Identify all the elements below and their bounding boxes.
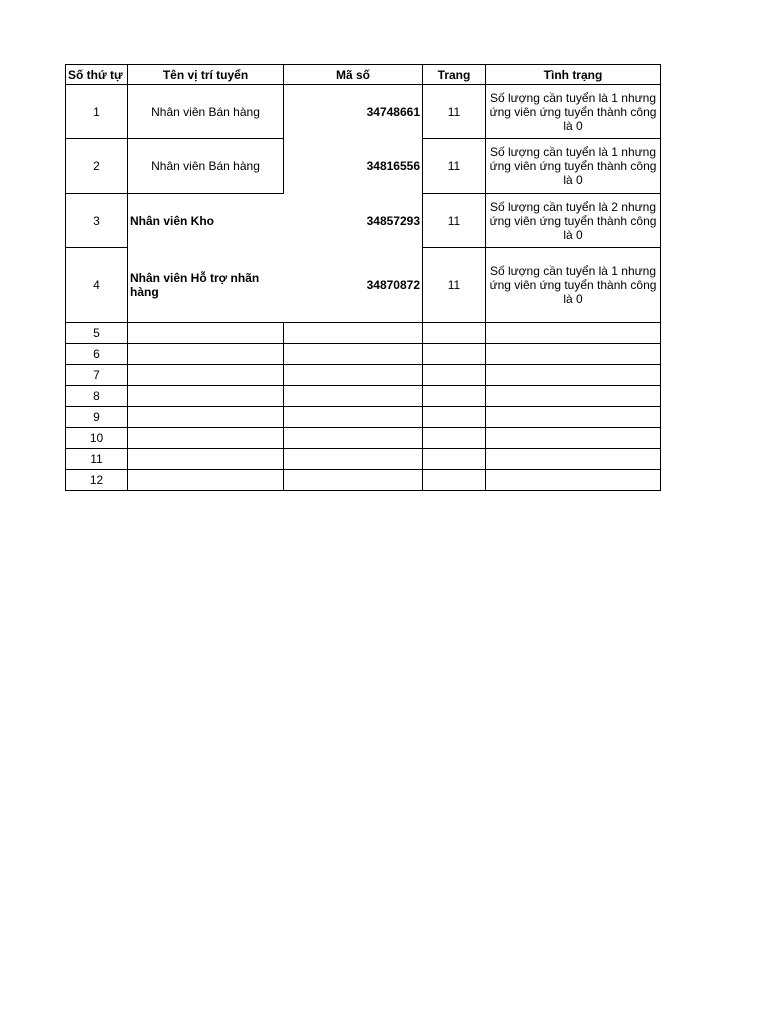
cell-page: 11 (423, 85, 486, 139)
cell-code: 34748661 (284, 85, 423, 139)
cell-code (284, 449, 423, 470)
cell-page (423, 470, 486, 491)
cell-code (284, 323, 423, 344)
cell-stt: 5 (66, 323, 128, 344)
cell-code: 34857293 (284, 194, 423, 248)
cell-position (128, 449, 284, 470)
cell-stt: 1 (66, 85, 128, 139)
cell-code (284, 470, 423, 491)
header-position: Tên vị trí tuyển (128, 65, 284, 85)
cell-status (486, 344, 661, 365)
table-row (66, 365, 661, 386)
cell-page (423, 386, 486, 407)
cell-stt: 3 (66, 194, 128, 248)
cell-page: 11 (423, 139, 486, 194)
header-row (66, 65, 661, 85)
cell-status (486, 449, 661, 470)
cell-code (284, 386, 423, 407)
cell-page (423, 344, 486, 365)
cell-position (128, 428, 284, 449)
cell-position (128, 365, 284, 386)
header-code: Mã số (284, 65, 423, 85)
table-row (66, 428, 661, 449)
table-row (66, 407, 661, 428)
cell-position: Nhân viên Hỗ trợ nhãn hàng (128, 248, 284, 323)
cell-status (486, 470, 661, 491)
header-status: Tình trạng (486, 65, 661, 85)
cell-position (128, 407, 284, 428)
header-page: Trang (423, 65, 486, 85)
table-row (66, 449, 661, 470)
table-row (66, 344, 661, 365)
cell-status (486, 365, 661, 386)
table-row (66, 323, 661, 344)
cell-code (284, 344, 423, 365)
cell-status: Số lượng cần tuyển là 2 nhưng ứng viên ứng tuyển thành công là 0 (486, 194, 661, 248)
cell-status (486, 407, 661, 428)
cell-status: Số lượng cần tuyển là 1 nhưng ứng viên ứng tuyển thành công là 0 (486, 139, 661, 194)
cell-stt: 7 (66, 365, 128, 386)
header-stt: Số thứ tự (66, 65, 128, 85)
cell-status (486, 428, 661, 449)
cell-position: Nhân viên Bán hàng (128, 85, 284, 139)
cell-status: Số lượng cần tuyển là 1 nhưng ứng viên ứng tuyển thành công là 0 (486, 85, 661, 139)
cell-position (128, 470, 284, 491)
table-row (66, 386, 661, 407)
cell-stt: 2 (66, 139, 128, 194)
cell-status (486, 323, 661, 344)
cell-stt: 12 (66, 470, 128, 491)
cell-page: 11 (423, 248, 486, 323)
cell-page (423, 449, 486, 470)
cell-page (423, 323, 486, 344)
table-row (66, 85, 661, 139)
cell-status: Số lượng cần tuyển là 1 nhưng ứng viên ứng tuyển thành công là 0 (486, 248, 661, 323)
cell-page (423, 407, 486, 428)
cell-status (486, 386, 661, 407)
cell-position: Nhân viên Bán hàng (128, 139, 284, 194)
table-row (66, 139, 661, 194)
cell-position: Nhân viên Kho (128, 194, 284, 248)
cell-stt: 6 (66, 344, 128, 365)
table-row (66, 194, 661, 248)
cell-stt: 11 (66, 449, 128, 470)
cell-stt: 8 (66, 386, 128, 407)
cell-page (423, 365, 486, 386)
cell-position (128, 344, 284, 365)
cell-code (284, 428, 423, 449)
cell-code (284, 407, 423, 428)
cell-position (128, 386, 284, 407)
cell-stt: 10 (66, 428, 128, 449)
recruitment-table (65, 64, 661, 491)
cell-page (423, 428, 486, 449)
cell-stt: 4 (66, 248, 128, 323)
cell-page: 11 (423, 194, 486, 248)
cell-position (128, 323, 284, 344)
cell-stt: 9 (66, 407, 128, 428)
cell-code (284, 365, 423, 386)
table-row (66, 470, 661, 491)
cell-code: 34816556 (284, 139, 423, 194)
table-row (66, 248, 661, 323)
cell-code: 34870872 (284, 248, 423, 323)
